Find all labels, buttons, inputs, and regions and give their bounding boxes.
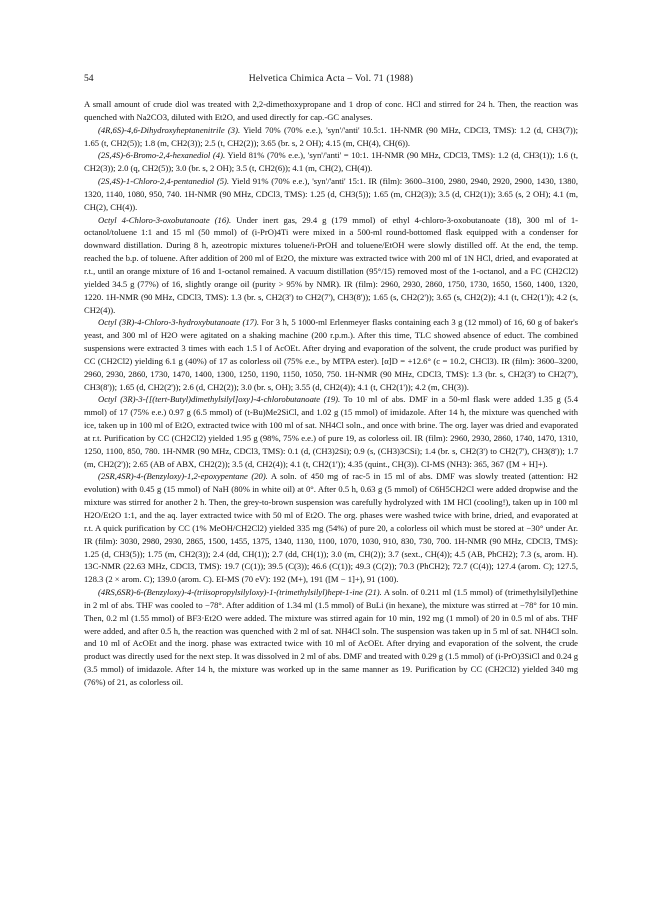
compound-title: Octyl (3R)-4-Chloro-3-hydroxybutanoate (17). xyxy=(98,317,259,328)
running-header xyxy=(84,73,578,87)
compound-title: Octyl 4-Chloro-3-oxobutanoate (16). xyxy=(98,214,232,225)
paragraph-compound-20 xyxy=(84,470,578,586)
paragraph-text: A small amount of crude diol was treated with 2,2-dimethoxypropane and 1 drop of conc. HCl and stirred for 24 h. Then, the reaction was quenched with Na2CO3, diluted with Et2O, and used directly for cap.-GC analyses. xyxy=(84,99,578,122)
paragraph-diol-analysis xyxy=(84,98,578,124)
paragraph-text: Yield 81% (70% e.e.), 'syn'/'anti' = 10:1. 1H-NMR (90 MHz, CDCl3, TMS): 1.2 (d, CH3(1)); 1.6 (t, CH2(3)); 2.0 (q, CH2(5)); 3.0 (br. s, 2 OH); 3.5 (t, CH2(6)); 4.1 (m, CH(2), CH(4)). xyxy=(84,150,578,174)
paragraph-text: To 10 ml of abs. DMF in a 50-ml flask were added 1.35 g (5.4 mmol) of 17 (75% e.e.) 0.97 g (6.5 mmol) of (t-Bu)Me2SiCl, and 1.02 g (15 mmol) of imidazole. After 14 h, the mixture was quenched with ice, taken up in 100 ml of Et2O, extracted twice with 100 ml of sat. NH4Cl soln., and once with brine. The org. layer was dried and evaporated at r.t. Purification by CC (CH2Cl2) yielded 1.95 g (98%, 75% e.e.) of pure 19, as colorless oil. IR (film): 2960, 2930, 2860, 1740, 1470, 1310, 1250, 1100, 850, 780. 1H-NMR (90 MHz, CDCl3, TMS): 0.1 (d, (CH3)2Si); 0.9 (s, (CH3)3CSi); 1.4 (br. s, CH2(3') to CH2(7'), CH3(8')); 1.7 (m, CH2(2')); 2.65 (AB of ABX, CH2(2)); 3.5 (d, CH2(4)); 4.1 (t, CH2(1')); 4.35 (quint., CH(3)). CI-MS (NH3): 365, 367 ([M + H]+). xyxy=(84,394,578,469)
paragraph-text: Under inert gas, 29.4 g (179 mmol) of ethyl 4-chloro-3-oxobutanoate (18), 300 ml of 1-octanol/toluene 1:1 and 15 ml (50 mmol) of (i-PrO)4Ti were mixed in a 500-ml round-bottomed flask equipped with a condenser for downward distillation. During 8 h, azeotropic mixtures toluene/i-PrOH and toluene/EtOH were slowly distilled off. At the end, the temp. reached the b.p. of toluene. After addition of 200 ml of Et2O, the mixture was extracted twice with 200 ml of 1N HCl, dried, and evaporated at r.t., until an orange mixture of 16 and 1-octanol remained. A vacuum distillation (95°/15) removed most of the 1-octanol, and a FC (CH2Cl2) yielded 34.5 g (77%) of 16, slightly orange oil (purity > 95% by NMR). IR (film): 2960, 2930, 2860, 1750, 1730, 1650, 1560, 1400, 1320, 1220. 1H-NMR (90 MHz, CDCl3, TMS): 1.3 (br. s, CH2(3') to CH2(7'), CH3(8')); 1.65 (s, CH2(2')); 3.65 (s, CH2(2)); 4.1 (t, CH2(1')); 4.2 (s, CH2(4)). xyxy=(84,214,578,315)
compound-title: (4RS,6SR)-6-(Benzyloxy)-4-(triisopropylsilyloxy)-1-(trimethylsilyl)hept-1-ine (21). xyxy=(98,587,382,598)
compound-title: (2S,4S)-6-Bromo-2,4-hexanediol (4). xyxy=(98,150,226,161)
compound-title: (4R,6S)-4,6-Dihydroxyheptanenitrile (3). xyxy=(98,124,241,135)
paragraph-text: For 3 h, 5 1000-ml Erlenmeyer flasks containing each 3 g (12 mmol) of 16, 60 g of baker's yeast, and 300 ml of H2O were agitated on a shaking machine (200 r.p.m.). After this time, TLC showed absence of educt. The combined suspensions were extracted 3 times with each 1.5 l of AcOEt. After drying and evaporation of the solvent, the crude product was purified by CC (CH2Cl2) yielding 6.1 g (40%) of 17 as colorless oil (75% e.e., by MTPA ester). [α]D = +12.6° (c = 10.2, CHCl3). IR (film): 3600–3200, 2960, 2930, 2860, 1730, 1470, 1400, 1300, 1250, 1190, 1150, 1050, 750. 1H-NMR (90 MHz, CDCl3, TMS): 1.3 (br. s, CH2(3') to CH2(7'), CH3(8')); 1.65 (d, CH2(2')); 2.6 (d, CH2(2)); 3.0 (br. s, OH); 3.55 (d, CH2(4)); 4.1 (t, CH2(1')); 4.2 (m, CH(3)). xyxy=(84,317,578,392)
paragraph-compound-19 xyxy=(84,393,578,470)
paragraph-text: Yield 70% (70% e.e.), 'syn'/'anti' 10.5:1. 1H-NMR (90 MHz, CDCl3, TMS): 1.2 (d, CH3(7)); 1.65 (t, CH2(5)); 1.8 (m, CH2(3)); 2.5 (t, CH2(2)); 3.65 (br. s, 2 OH); 4.15 (m, CH(4), CH(6)). xyxy=(84,124,578,148)
paragraph-compound-3 xyxy=(84,124,578,150)
compound-title: Octyl (3R)-3-{[(tert-Butyl)dimethylsilyl]oxy}-4-chlorobutanoate (19). xyxy=(98,394,341,405)
paragraph-text: A soln. of 0.211 ml (1.5 mmol) of (trimethylsilyl)ethine in 2 ml of abs. THF was cooled to −78°. After addition of 1.34 ml (1.5 mmol) of BuLi (in hexane), the mixture was stirred at −78° for 10 min. Then, 0.2 ml (1.55 mmol) of BF3·Et2O were added. The mixture was stirred again for 10 min, 192 mg (1 mmol) of 20 in 0.5 ml of abs. THF were added, and after 0.5 h, the reaction was quenched with 2 ml of sat. NH4Cl soln. The suspension was taken up in 5 ml of sat. NH4Cl soln. and 10 ml of AcOEt and the inorg. phase was extracted twice with 10 ml of AcOEt. After drying and evaporation of the solvent, the crude product was directly used for the next step. It was dissolved in 2 ml of abs. DMF and treated with 0.29 g (1.5 mmol) of (i-PrO)3SiCl and 0.24 g (3.5 mmol) of imidazole. After 14 h, the mixture was worked up in the same manner as 19. Purification by CC (CH2Cl2) yielded 340 mg (76%) of 21, as colorless oil. xyxy=(84,587,578,687)
paragraph-compound-21 xyxy=(84,586,578,689)
paragraph-text: A soln. of 450 mg of rac-5 in 15 ml of abs. DMF was slowly treated (attention: H2 evolution) with 0.45 g (15 mmol) of NaH (80% in white oil) at 0°. After 0.5 h, 0.63 g (5 mmol) of C6H5CH2Cl were added dropwise and the mixture was stirred for another 2 h. Then, the grey-to-brown suspension was carefully hydrolyzed with 1M HCl (cooling!), taken up in 100 ml H2O/Et2O 1:1, and the aq. layer extracted twice with 50 ml of Et2O. The org. phases were washed twice with brine, dried, and evaporated at r.t. A quick purification by CC (1% MeOH/CH2Cl2) yielded 335 mg (54%) of pure 20, a colorless oil which must be stored at −30° under Ar. IR (film): 3030, 2980, 2930, 2865, 1500, 1455, 1375, 1340, 1130, 1100, 1070, 1030, 910, 830, 730, 700. 1H-NMR (90 MHz, CDCl3, TMS): 1.25 (d, CH3(5)); 1.75 (m, CH2(3)); 2.4 (dd, CH(1)); 2.7 (dd, CH(1)); 3.0 (m, CH(2)); 3.7 (sext., CH(4)); 4.5 (AB, PhCH2); 7.3 (s, arom. H). 13C-NMR (22.63 MHz, CDCl3, TMS): 19.7 (C(1)); 39.5 (C(3)); 46.6 (C(1)); 49.3 (C(2)); 70.3 (PhCH2); 72.7 (C(4)); 127.4 (arom. C); 127.5, 128.3 (2 × arom. C); 139.0 (arom. C). EI-MS (70 eV): 192 (M+), 191 ([M − 1]+), 91 (100). xyxy=(84,471,578,585)
paragraph-text: Yield 91% (70% e.e.), 'syn'/'anti' 15:1. IR (film): 3600–3100, 2980, 2940, 2920, 2900, 1430, 1380, 1320, 1140, 1080, 950, 740. 1H-NMR (90 MHz, CDCl3, TMS): 1.25 (d, CH3(5)); 1.65 (m, CH2(3)); 3.5 (d, CH2(1)); 3.65 (s, 2 OH); 4.1 (m, CH(2), CH(4)). xyxy=(84,176,578,212)
article-body xyxy=(84,98,578,689)
compound-title: (2S,4S)-1-Chloro-2,4-pentanediol (5). xyxy=(98,176,230,187)
paragraph-compound-16 xyxy=(84,214,578,317)
paragraph-compound-4 xyxy=(84,149,578,175)
compound-title: (2SR,4SR)-4-(Benzyloxy)-1,2-epoxypentane (20). xyxy=(98,471,268,482)
paragraph-compound-17 xyxy=(84,316,578,393)
paragraph-compound-5 xyxy=(84,175,578,214)
page-number: 54 xyxy=(84,73,94,84)
journal-title: Helvetica Chimica Acta – Vol. 71 (1988) xyxy=(248,73,414,84)
